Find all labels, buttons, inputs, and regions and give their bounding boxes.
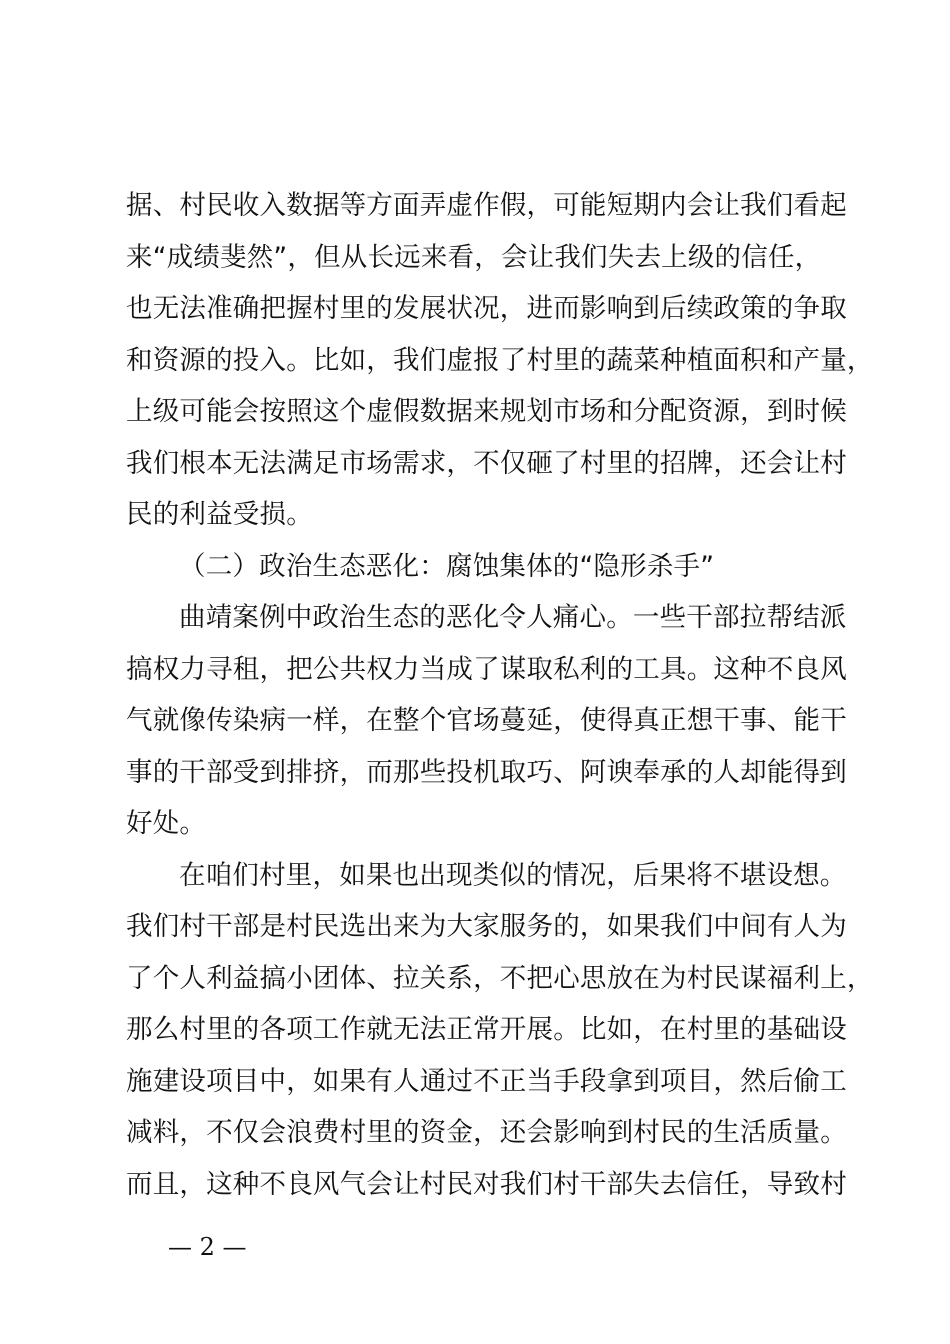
- text-line: 气就像传染病一样，在整个官场蔓延，使得真正想干事、能干: [126, 705, 847, 736]
- text-line: 减料，不仅会浪费村里的资金，还会影响到村民的生活质量。: [126, 1117, 847, 1148]
- text-line: 而且，这种不良风气会让村民对我们村干部失去信任，导致村: [126, 1168, 847, 1200]
- text-line: 事的干部受到排挤，而那些投机取巧、阿谀奉承的人却能得到: [126, 756, 847, 788]
- text-line: 也无法准确把握村里的发展状况，进而影响到后续政策的争取: [126, 293, 847, 324]
- text-line: 那么村里的各项工作就无法正常开展。比如，在村里的基础设: [126, 1014, 847, 1045]
- text-line: 我们根本无法满足市场需求，不仅砸了村里的招牌，还会让村: [126, 447, 847, 479]
- text-line: 搞权力寻租，把公共权力当成了谋取私利的工具。这种不良风: [126, 653, 847, 685]
- text-line: 据、村民收入数据等方面弄虚作假，可能短期内会让我们看起: [126, 190, 847, 221]
- text-line: 了个人利益搞小团体、拉关系，不把心思放在为村民谋福利上，: [126, 962, 874, 994]
- text-line: 和资源的投入。比如，我们虚报了村里的蔬菜种植面积和产量，: [126, 344, 874, 376]
- section-heading: （二）政治生态恶化：腐蚀集体的“隐形杀手”: [179, 550, 715, 582]
- body-text: [126, 180, 874, 1210]
- text-line: 民的利益受损。: [126, 499, 313, 530]
- text-line: 我们村干部是村民选出来为大家服务的，如果我们中间有人为: [126, 911, 847, 942]
- paragraph-start: 曲靖案例中政治生态的恶化令人痛心。一些干部拉帮结派: [179, 602, 847, 633]
- text-line: 上级可能会按照这个虚假数据来规划市场和分配资源，到时候: [126, 396, 847, 427]
- text-line: 施建设项目中，如果有人通过不正当手段拿到项目，然后偷工: [126, 1065, 847, 1097]
- paragraph-start: 在咱们村里，如果也出现类似的情况，后果将不堪设想。: [179, 859, 847, 891]
- text-line: 好处。: [126, 808, 207, 839]
- text-line: 来“成绩斐然”，但从长远来看，会让我们失去上级的信任，: [126, 241, 822, 273]
- page-number: — 2 —: [168, 1233, 247, 1261]
